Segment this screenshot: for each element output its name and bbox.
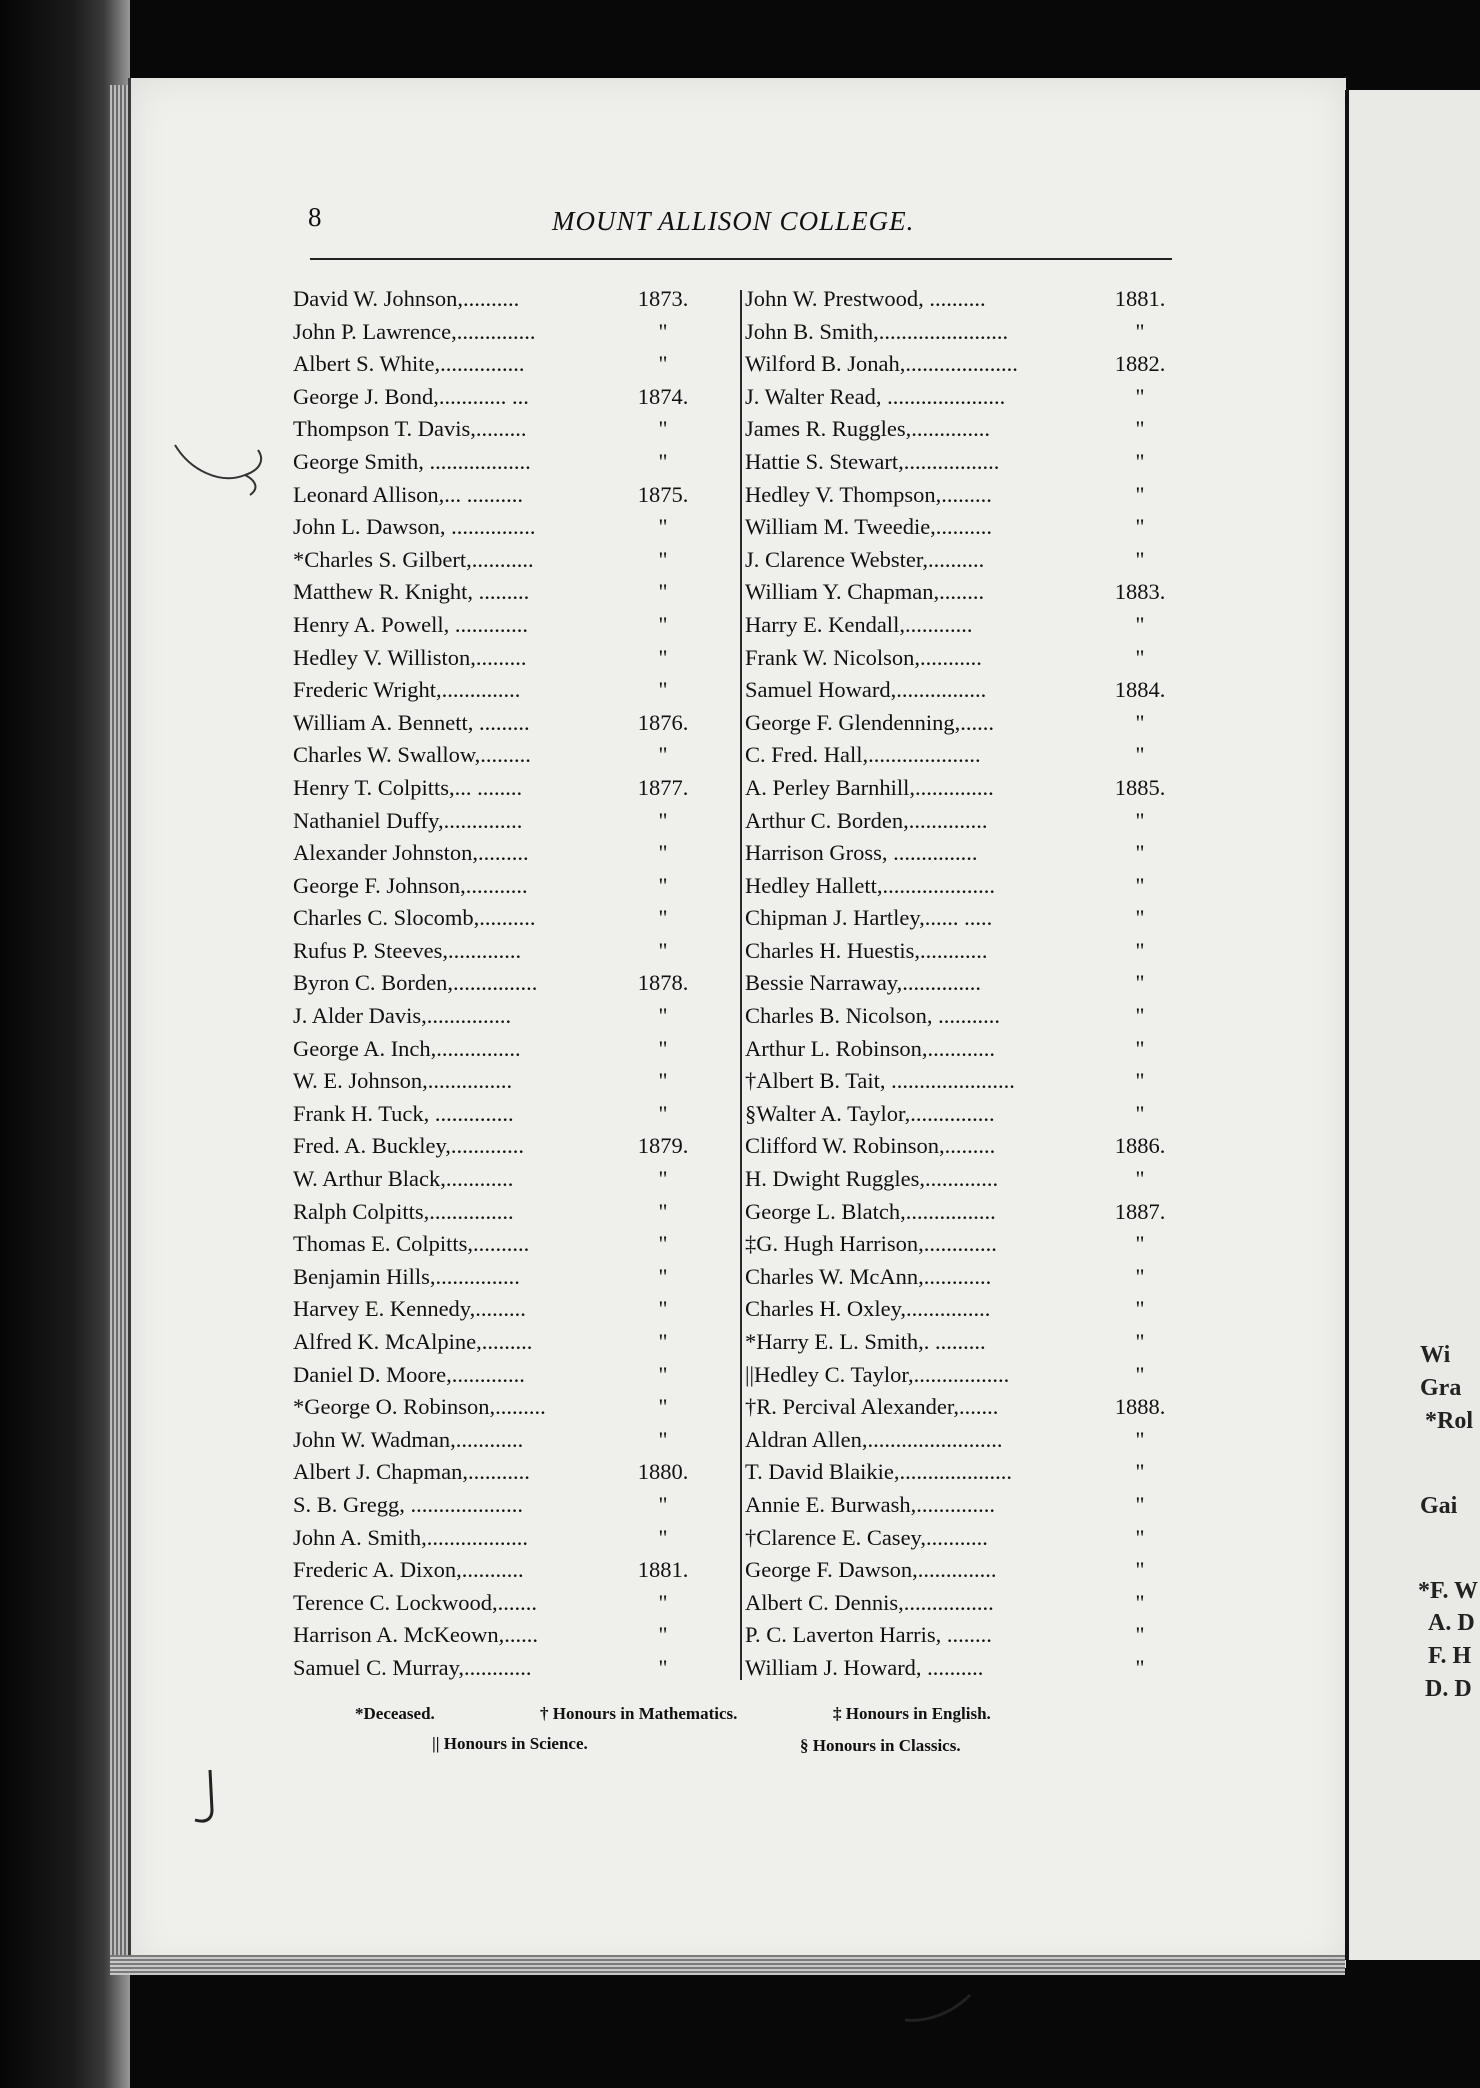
list-item	[745, 449, 1190, 482]
graduate-name: Thompson T. Davis,.........	[293, 416, 527, 442]
graduate-name: J. Alder Davis,...............	[293, 1003, 512, 1029]
graduation-year: "	[658, 905, 668, 931]
graduation-year: "	[1135, 1166, 1145, 1192]
list-item	[293, 1492, 713, 1525]
graduation-year: "	[658, 1231, 668, 1257]
graduate-name: George J. Bond,............ ...	[293, 383, 529, 409]
list-item	[293, 547, 713, 580]
graduate-name: §Walter A. Taylor,...............	[745, 1100, 995, 1126]
pencil-mark	[190, 1765, 230, 1835]
column-divider	[740, 290, 742, 1680]
list-item	[745, 319, 1190, 352]
graduate-name: ‡G. Hugh Harrison,.............	[745, 1231, 997, 1257]
graduation-year: "	[658, 1394, 668, 1420]
graduate-name: William M. Tweedie,..........	[745, 514, 993, 540]
graduate-name: *Charles S. Gilbert,...........	[293, 546, 534, 572]
list-item	[745, 677, 1190, 710]
graduation-year: "	[1135, 611, 1145, 637]
list-item	[745, 351, 1190, 384]
graduation-year: "	[1135, 481, 1145, 507]
list-item	[745, 1459, 1190, 1492]
graduation-year: "	[658, 1491, 668, 1517]
list-item	[293, 286, 713, 319]
graduation-year: 1877.	[637, 774, 689, 800]
graduate-name: Harrison Gross, ...............	[745, 840, 978, 866]
page-number: 8	[308, 202, 322, 232]
facing-fragment: D. D	[1425, 1676, 1472, 1702]
graduate-name: Charles H. Oxley,...............	[745, 1296, 991, 1322]
list-item	[293, 1166, 713, 1199]
list-item	[745, 1296, 1190, 1329]
graduation-year: "	[658, 1426, 668, 1452]
list-item	[293, 808, 713, 841]
graduate-name: Annie E. Burwash,..............	[745, 1491, 995, 1517]
graduation-year: "	[658, 416, 668, 442]
graduation-year: "	[658, 937, 668, 963]
list-item	[293, 645, 713, 678]
graduate-name: John L. Dawson, ...............	[293, 514, 536, 540]
list-item	[745, 579, 1190, 612]
list-item	[745, 547, 1190, 580]
graduate-name: Albert S. White,...............	[293, 351, 525, 377]
list-item	[293, 482, 713, 515]
graduation-year: "	[1135, 1426, 1145, 1452]
graduation-year: "	[1135, 1003, 1145, 1029]
facing-fragment: A. D	[1428, 1610, 1475, 1636]
list-item	[745, 416, 1190, 449]
graduate-name: *George O. Robinson,.........	[293, 1394, 546, 1420]
graduate-name: Nathaniel Duffy,..............	[293, 807, 523, 833]
graduate-name: Arthur C. Borden,..............	[745, 807, 988, 833]
list-item	[293, 677, 713, 710]
graduate-name: Bessie Narraway,..............	[745, 970, 981, 996]
graduation-year: 1884.	[1114, 677, 1166, 703]
graduate-name: Ralph Colpitts,...............	[293, 1198, 514, 1224]
list-item	[293, 905, 713, 938]
graduate-name: Charles C. Slocomb,..........	[293, 905, 536, 931]
graduate-name: Fred. A. Buckley,.............	[293, 1133, 525, 1159]
graduation-year: "	[658, 677, 668, 703]
graduation-year: 1883.	[1114, 579, 1166, 605]
graduation-year: "	[1135, 970, 1145, 996]
graduate-name: John W. Prestwood, ..........	[745, 286, 986, 311]
graduate-name: J. Walter Read, .....................	[745, 383, 1006, 409]
graduate-name: Charles B. Nicolson, ...........	[745, 1003, 1000, 1029]
graduate-name: Leonard Allison,... ..........	[293, 481, 523, 507]
graduate-name: Hedley V. Williston,.........	[293, 644, 527, 670]
graduate-name: George A. Inch,...............	[293, 1035, 521, 1061]
graduation-year: "	[658, 318, 668, 344]
graduation-year: "	[658, 1068, 668, 1094]
graduation-year: "	[658, 611, 668, 637]
graduate-name: Hedley Hallett,....................	[745, 872, 995, 898]
graduate-name: Henry A. Powell, .............	[293, 611, 528, 637]
graduate-name: William A. Bennett, .........	[293, 709, 530, 735]
graduate-name: Albert C. Dennis,................	[745, 1589, 994, 1615]
graduation-year: "	[658, 1003, 668, 1029]
facing-fragment: Gra	[1420, 1375, 1462, 1401]
list-item	[745, 1231, 1190, 1264]
list-item	[745, 384, 1190, 417]
graduate-name: Harry E. Kendall,............	[745, 611, 973, 637]
graduation-year: "	[1135, 1100, 1145, 1126]
graduation-year: "	[1135, 1068, 1145, 1094]
graduation-year: "	[1135, 383, 1145, 409]
list-item	[745, 1557, 1190, 1590]
graduation-year: "	[658, 514, 668, 540]
graduation-year: "	[658, 579, 668, 605]
list-item	[293, 1264, 713, 1297]
graduation-year: "	[658, 351, 668, 377]
list-item	[745, 1622, 1190, 1655]
graduation-year: "	[1135, 872, 1145, 898]
graduation-year: "	[1135, 1329, 1145, 1354]
graduation-year: "	[1135, 1589, 1145, 1615]
graduate-name: William J. Howard, ..........	[745, 1654, 984, 1680]
list-item	[293, 1068, 713, 1101]
graduation-year: "	[658, 840, 668, 866]
graduate-name: ||Hedley C. Taylor,.................	[745, 1361, 1010, 1387]
list-item	[745, 1199, 1190, 1232]
list-item	[293, 612, 713, 645]
graduate-name: S. B. Gregg, ....................	[293, 1491, 523, 1517]
graduate-name: Frederic Wright,..............	[293, 677, 521, 703]
list-item	[293, 1394, 713, 1427]
graduate-name: Albert J. Chapman,...........	[293, 1459, 530, 1485]
list-item	[293, 1362, 713, 1395]
left-column	[293, 286, 713, 1688]
graduation-year: "	[658, 1166, 668, 1192]
graduation-year: "	[1135, 742, 1145, 768]
graduation-year: 1876.	[637, 709, 689, 735]
graduate-name: Terence C. Lockwood,.......	[293, 1589, 537, 1615]
list-item	[745, 905, 1190, 938]
graduation-year: "	[1135, 1296, 1145, 1322]
graduation-year: "	[658, 742, 668, 768]
graduation-year: "	[1135, 1035, 1145, 1061]
facing-fragment: F. H	[1428, 1643, 1472, 1669]
graduate-name: Hedley V. Thompson,.........	[745, 481, 992, 507]
list-item	[293, 1231, 713, 1264]
list-item	[745, 514, 1190, 547]
list-item	[745, 1394, 1190, 1427]
list-item	[745, 775, 1190, 808]
graduation-year: "	[1135, 514, 1145, 540]
list-item	[293, 840, 713, 873]
graduate-name: Arthur L. Robinson,............	[745, 1035, 995, 1061]
list-item	[293, 873, 713, 906]
graduate-name: Wilford B. Jonah,....................	[745, 351, 1018, 377]
graduate-name: A. Perley Barnhill,..............	[745, 774, 994, 800]
list-item	[745, 1264, 1190, 1297]
graduation-year: "	[658, 546, 668, 572]
facing-fragment: Wi	[1420, 1342, 1451, 1368]
header-rule	[310, 258, 1172, 260]
list-item	[745, 1427, 1190, 1460]
list-item	[293, 1133, 713, 1166]
graduation-year: "	[1135, 807, 1145, 833]
list-item	[293, 579, 713, 612]
graduate-name: John W. Wadman,............	[293, 1426, 524, 1452]
graduation-year: "	[1135, 709, 1145, 735]
graduate-name: W. Arthur Black,............	[293, 1166, 514, 1192]
graduation-year: 1887.	[1114, 1198, 1166, 1224]
graduate-name: Clifford W. Robinson,.........	[745, 1133, 996, 1159]
list-item	[293, 1622, 713, 1655]
graduate-name: Charles H. Huestis,............	[745, 937, 988, 963]
graduation-year: "	[1135, 840, 1145, 866]
graduation-year: "	[1135, 905, 1145, 931]
graduate-name: W. E. Johnson,...............	[293, 1068, 513, 1094]
list-item	[293, 1296, 713, 1329]
graduation-year: "	[658, 872, 668, 898]
list-item	[293, 710, 713, 743]
list-item	[293, 1655, 713, 1688]
list-item	[745, 645, 1190, 678]
graduation-year: 1882.	[1114, 351, 1166, 377]
graduation-year: "	[658, 807, 668, 833]
list-item	[745, 1655, 1190, 1688]
graduate-name: Rufus P. Steeves,.............	[293, 937, 522, 963]
list-item	[293, 1427, 713, 1460]
graduation-year: "	[1135, 1557, 1145, 1583]
graduate-name: T. David Blaikie,....................	[745, 1459, 1013, 1485]
list-item	[293, 1557, 713, 1590]
list-item	[745, 710, 1190, 743]
running-title: MOUNT ALLISON COLLEGE.	[552, 206, 915, 236]
graduate-name: Daniel D. Moore,.............	[293, 1361, 525, 1387]
list-item	[745, 840, 1190, 873]
graduate-name: George F. Dawson,..............	[745, 1557, 997, 1583]
graduation-year: "	[1135, 1459, 1145, 1485]
facing-fragment: Gai	[1420, 1493, 1458, 1519]
graduation-year: "	[1135, 1491, 1145, 1517]
graduate-name: †Albert B. Tait, ......................	[745, 1068, 1015, 1094]
graduation-year: "	[658, 1589, 668, 1615]
graduation-year: 1881.	[637, 1557, 689, 1583]
list-item	[293, 1101, 713, 1134]
graduate-name: Byron C. Borden,...............	[293, 970, 538, 996]
graduation-year: 1886.	[1114, 1133, 1166, 1159]
list-item	[293, 938, 713, 971]
graduation-year: 1880.	[637, 1459, 689, 1485]
graduation-year: "	[658, 1361, 668, 1387]
footnote-mathematics: † Honours in Mathematics.	[540, 1704, 738, 1723]
list-item	[745, 1590, 1190, 1623]
list-item	[293, 416, 713, 449]
graduate-name: Alfred K. McAlpine,.........	[293, 1329, 533, 1354]
graduation-year: "	[658, 1035, 668, 1061]
graduation-year: 1888.	[1114, 1394, 1166, 1420]
facing-fragment: *F. W	[1418, 1578, 1479, 1604]
graduate-name: Samuel C. Murray,............	[293, 1654, 532, 1680]
graduate-name: James R. Ruggles,..............	[745, 416, 990, 442]
graduation-year: "	[1135, 1622, 1145, 1648]
graduate-name: Harrison A. McKeown,......	[293, 1622, 538, 1648]
graduate-name: George F. Glendenning,......	[745, 709, 994, 735]
list-item	[293, 384, 713, 417]
graduate-name: Henry T. Colpitts,... ........	[293, 774, 523, 800]
graduation-year: 1881.	[1114, 286, 1166, 311]
list-item	[293, 1459, 713, 1492]
list-item	[745, 1068, 1190, 1101]
list-item	[745, 873, 1190, 906]
graduate-name: *Harry E. L. Smith,. .........	[745, 1329, 986, 1354]
graduation-year: "	[1135, 1361, 1145, 1387]
list-item	[745, 1101, 1190, 1134]
footnote-classics: § Honours in Classics.	[800, 1736, 961, 1755]
graduate-name: Matthew R. Knight, .........	[293, 579, 530, 605]
list-item	[745, 742, 1190, 775]
footnote-english: ‡ Honours in English.	[833, 1704, 991, 1723]
list-item	[293, 1036, 713, 1069]
graduate-name: William Y. Chapman,........	[745, 579, 985, 605]
list-item	[745, 1133, 1190, 1166]
graduation-year: "	[658, 1329, 668, 1354]
graduation-year: "	[658, 1100, 668, 1126]
footnote-deceased: *Deceased.	[355, 1704, 435, 1723]
graduate-name: Aldran Allen,........................	[745, 1426, 1003, 1452]
pencil-mark	[170, 430, 280, 500]
graduation-year: "	[1135, 448, 1145, 474]
graduate-name: C. Fred. Hall,....................	[745, 742, 981, 768]
graduate-name: Frank W. Nicolson,...........	[745, 644, 982, 670]
right-column	[745, 286, 1190, 1688]
list-item	[745, 1036, 1190, 1069]
list-item	[745, 1492, 1190, 1525]
graduation-year: "	[658, 644, 668, 670]
graduation-year: "	[658, 448, 668, 474]
list-item	[293, 1003, 713, 1036]
graduate-name: Benjamin Hills,...............	[293, 1263, 520, 1289]
list-item	[745, 1525, 1190, 1558]
graduation-year: 1885.	[1114, 774, 1166, 800]
list-item	[745, 612, 1190, 645]
graduation-year: "	[658, 1263, 668, 1289]
graduation-year: "	[1135, 1654, 1145, 1680]
graduation-year: "	[658, 1198, 668, 1224]
list-item	[293, 970, 713, 1003]
list-item	[745, 970, 1190, 1003]
graduation-year: "	[658, 1622, 668, 1648]
graduation-year: "	[1135, 318, 1145, 344]
list-item	[745, 808, 1190, 841]
graduate-name: †Clarence E. Casey,...........	[745, 1524, 988, 1550]
list-item	[745, 286, 1190, 319]
graduation-year: "	[1135, 1231, 1145, 1257]
graduation-year: "	[1135, 937, 1145, 963]
graduate-name: Harvey E. Kennedy,.........	[293, 1296, 526, 1322]
graduate-name: George Smith, ..................	[293, 448, 531, 474]
graduate-name: J. Clarence Webster,..........	[745, 546, 985, 572]
graduate-name: Thomas E. Colpitts,..........	[293, 1231, 530, 1257]
graduate-name: George L. Blatch,................	[745, 1198, 996, 1224]
graduate-name: Frank H. Tuck, ..............	[293, 1100, 514, 1126]
graduate-name: Frederic A. Dixon,...........	[293, 1557, 524, 1583]
graduate-name: Charles W. McAnn,............	[745, 1263, 992, 1289]
list-item	[293, 1525, 713, 1558]
graduate-name: Samuel Howard,................	[745, 677, 987, 703]
graduate-name: †R. Percival Alexander,.......	[745, 1394, 999, 1420]
pencil-mark	[900, 1990, 980, 2030]
graduation-year: "	[658, 1296, 668, 1322]
graduation-year: "	[1135, 1524, 1145, 1550]
graduation-year: "	[1135, 546, 1145, 572]
list-item	[293, 351, 713, 384]
graduate-name: John B. Smith,.......................	[745, 318, 1009, 344]
list-item	[293, 775, 713, 808]
graduate-name: George F. Johnson,...........	[293, 872, 528, 898]
list-item	[745, 1362, 1190, 1395]
graduate-name: David W. Johnson,..........	[293, 286, 520, 311]
graduate-name: Chipman J. Hartley,...... .....	[745, 905, 993, 931]
graduate-name: P. C. Laverton Harris, ........	[745, 1622, 992, 1648]
graduation-year: 1874.	[637, 383, 689, 409]
graduation-year: "	[1135, 644, 1145, 670]
facing-fragment: *Rol	[1425, 1408, 1473, 1434]
list-item	[293, 1199, 713, 1232]
list-item	[745, 938, 1190, 971]
list-item	[293, 449, 713, 482]
list-item	[293, 742, 713, 775]
page-bottom-edge	[110, 1955, 1345, 1975]
graduation-year: "	[1135, 1263, 1145, 1289]
list-item	[293, 1590, 713, 1623]
graduation-year: 1875.	[637, 481, 689, 507]
list-item	[745, 482, 1190, 515]
list-item	[745, 1329, 1190, 1362]
footnote-science: || Honours in Science.	[432, 1734, 588, 1753]
graduation-year: "	[1135, 416, 1145, 442]
graduate-name: Charles W. Swallow,.........	[293, 742, 531, 768]
graduation-year: 1878.	[637, 970, 689, 996]
graduate-name: Hattie S. Stewart,.................	[745, 448, 1000, 474]
graduate-name: John A. Smith,..................	[293, 1524, 529, 1550]
graduation-year: "	[658, 1524, 668, 1550]
list-item	[293, 1329, 713, 1362]
list-item	[293, 319, 713, 352]
graduate-name: John P. Lawrence,..............	[293, 318, 536, 344]
graduation-year: 1879.	[637, 1133, 689, 1159]
graduation-year: "	[658, 1654, 668, 1680]
list-item	[293, 514, 713, 547]
list-item	[745, 1003, 1190, 1036]
graduation-year: 1873.	[637, 286, 689, 311]
graduate-name: Alexander Johnston,.........	[293, 840, 529, 866]
graduate-name: H. Dwight Ruggles,.............	[745, 1166, 999, 1192]
list-item	[745, 1166, 1190, 1199]
